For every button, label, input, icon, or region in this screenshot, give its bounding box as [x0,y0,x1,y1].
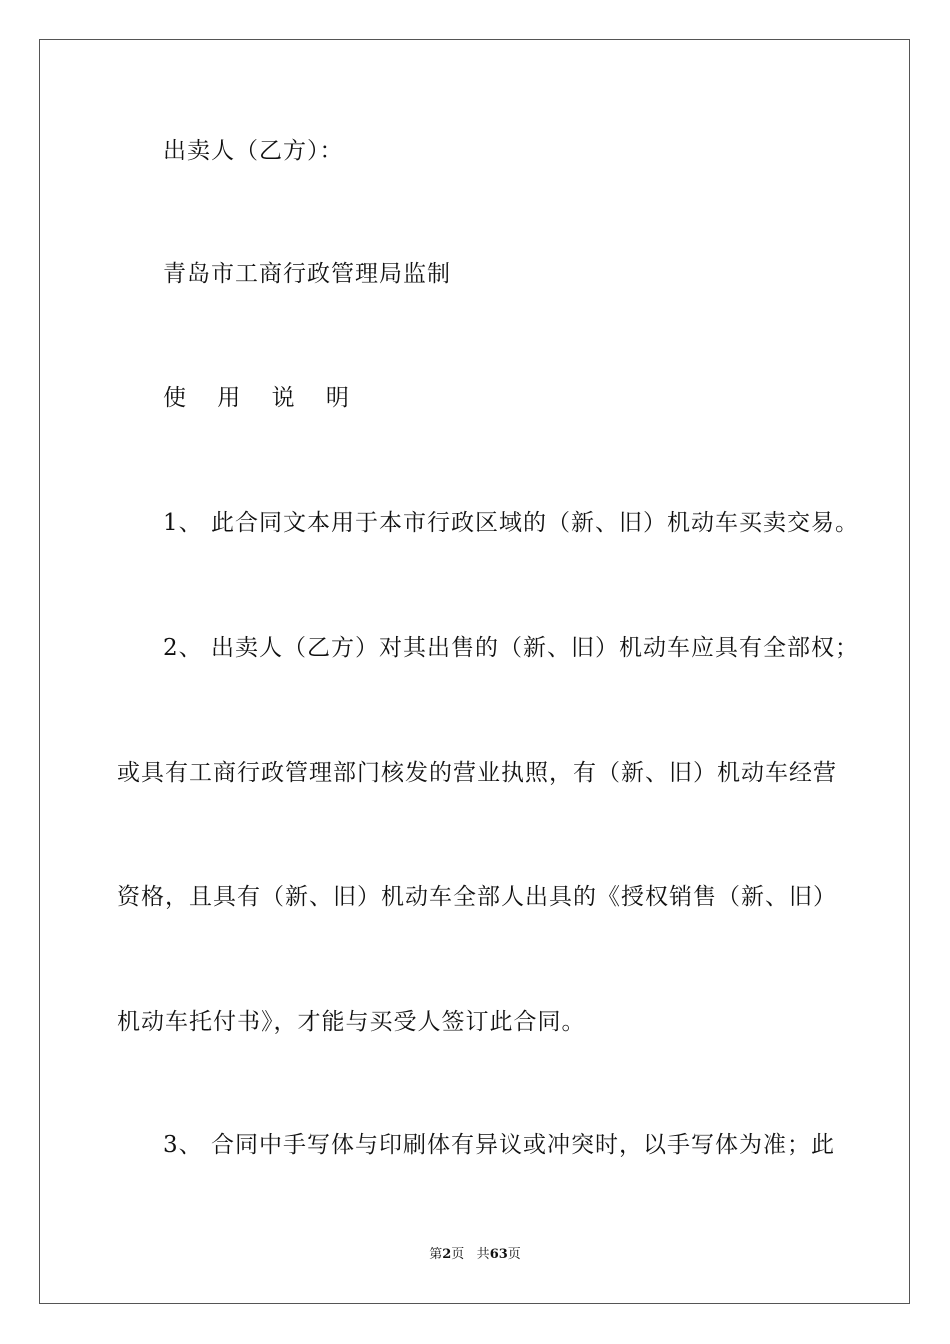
supervisor-line: 青岛市工商行政管理局监制 [163,261,451,287]
instructions-heading: 使 用 说 明 [163,385,361,411]
instruction-item-2: 2、 出卖人（乙方）对其出售的（新、旧）机动车应具有全部权； [163,635,859,661]
total-suffix: 页 [507,1247,521,1262]
instruction-item-2-cont-3: 机动车托付书》，才能与买受人签订此合同。 [117,1009,586,1035]
page-footer [0,1246,950,1264]
total-pages: 63 [489,1247,508,1262]
instruction-item-1: 1、 此合同文本用于本市行政区域的（新、旧）机动车买卖交易。 [163,510,859,536]
page-frame [39,39,910,1304]
page-suffix: 页 [451,1247,465,1262]
page-prefix: 第 [429,1247,443,1262]
instruction-item-2-cont-1: 或具有工商行政管理部门核发的营业执照，有（新、旧）机动车经营 [117,760,837,786]
page-number: 2 [442,1247,452,1262]
instruction-item-3: 3、 合同中手写体与印刷体有异议或冲突时，以手写体为准；此 [163,1132,835,1158]
total-prefix: 共 [476,1247,490,1262]
instruction-item-2-cont-2: 资格，且具有（新、旧）机动车全部人出具的《授权销售（新、旧） [117,884,837,910]
seller-label-line: 出卖人（乙方）： [163,138,344,164]
